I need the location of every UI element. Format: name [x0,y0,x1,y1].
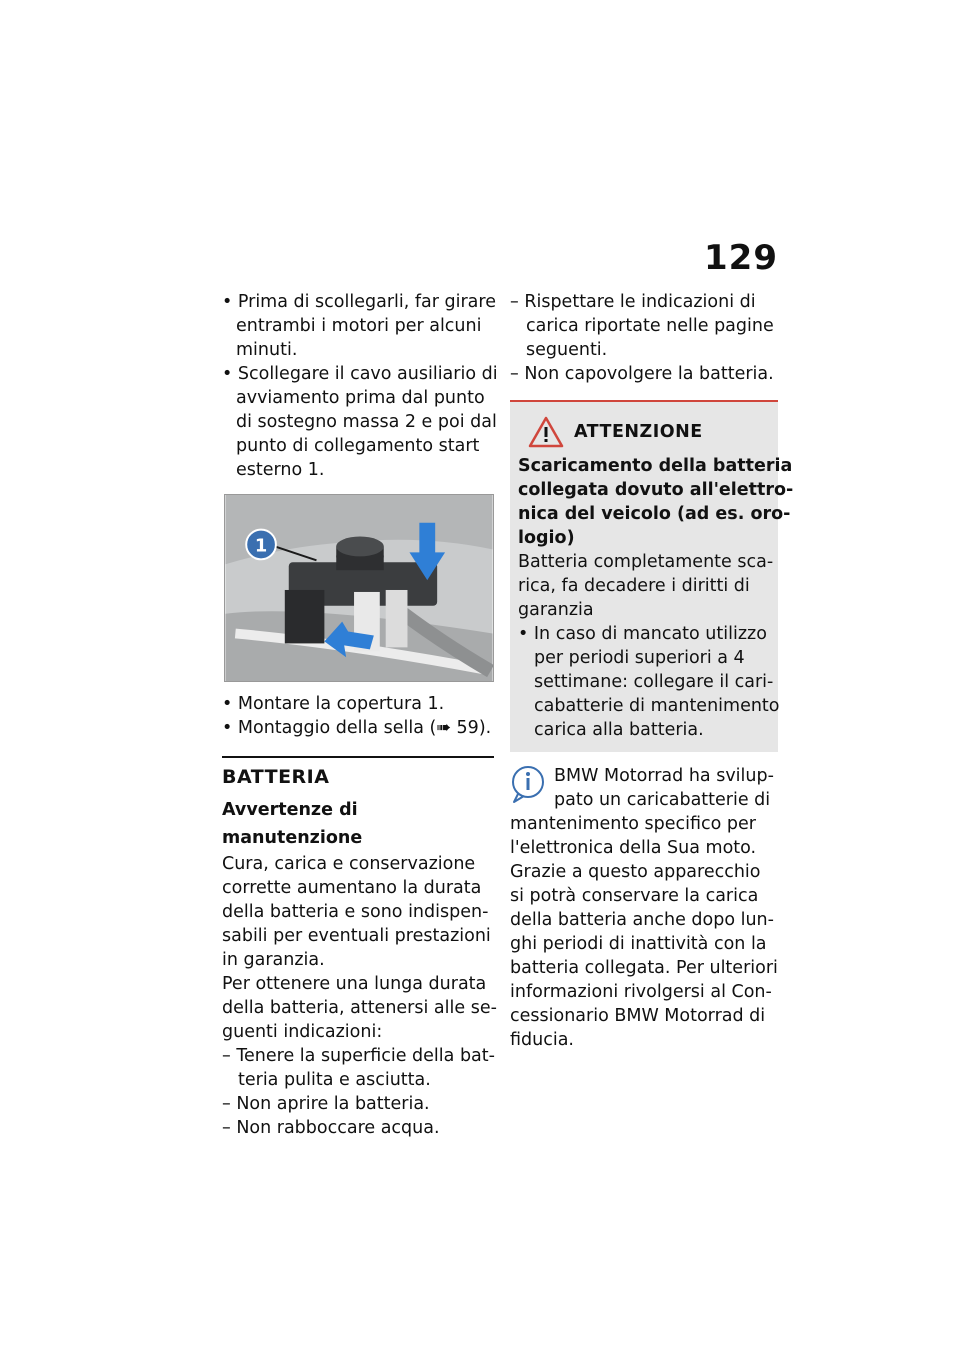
bullet-list-top [222,290,498,482]
text-line: nica del veicolo (ad es. oro- [518,504,791,524]
warning-body [518,550,774,622]
text-line: l'elettronica della Sua moto. [510,838,757,858]
list-item: punto di collegamento start [236,436,480,456]
paragraph [222,972,497,1044]
text-line: garanzia [518,600,594,620]
text-line: si potrà conservare la carica [510,886,759,906]
text-line: corrette aumentano la durata [222,878,482,898]
text-line: Cura, carica e conservazione [222,854,476,874]
list-item: • Montaggio della sella (➠ 59). [222,718,492,738]
text-line: della batteria anche dopo lun- [510,910,774,930]
list-item: – Non aprire la batteria. [222,1094,430,1114]
dash-list [510,290,778,386]
list-item: – Non capovolgere la batteria. [510,364,774,384]
list-item: – Tenere la superficie della bat- [222,1046,495,1066]
text-line: ghi periodi di inattività con la [510,934,767,954]
warning-heading [518,454,794,550]
text-line: batteria collegata. Per ulteriori [510,958,778,978]
section-title: BATTERIA [222,766,330,788]
text-line: Per ottenere una lunga durata [222,974,487,994]
text-line: sabili per eventuali prestazioni [222,926,491,946]
list-item: per periodi superiori a 4 [534,648,745,668]
list-item: carica alla batteria. [534,720,704,740]
list-item: • Prima di scollegarli, far girare [222,292,496,312]
text-line: in garanzia. [222,950,325,970]
list-item: minuti. [236,340,298,360]
list-item: • Scollegare il cavo ausiliario di [222,364,498,384]
section-divider [222,756,494,792]
subsection-title: Avvertenze di manutenzione [222,800,363,848]
warning-box [510,400,794,752]
text-line: collegata dovuto all'elettro- [518,480,794,500]
list-item: • Montare la copertura 1. [222,694,445,714]
warning-triangle-icon [528,416,564,448]
dash-list [222,1044,494,1140]
text-line: mantenimento specifico per [510,814,756,834]
warning-title: ATTENZIONE [574,422,703,442]
warning-header [518,410,770,454]
list-item: settimane: collegare il cari- [534,672,774,692]
text-line: fiducia. [510,1030,574,1050]
warning-bullet [518,622,780,742]
text-line: cessionario BMW Motorrad di [510,1006,766,1026]
list-item: avviamento prima dal punto [236,388,485,408]
text-line: guenti indicazioni: [222,1022,383,1042]
text-line: logio) [518,528,575,548]
list-item: – Non rabboccare acqua. [222,1118,440,1138]
text-line: della batteria, attenersi alle se- [222,998,497,1018]
list-item: di sostegno massa 2 e poi dal [236,412,497,432]
list-item: carica riportate nelle pagine [526,316,774,336]
text-line: informazioni rivolgersi al Con- [510,982,772,1002]
left-column [222,290,498,1140]
list-item: seguenti. [526,340,608,360]
text-line: rica, fa decadere i diritti di [518,576,750,596]
info-icon [510,764,546,804]
text-line: Grazie a questo apparecchio [510,862,761,882]
right-column [510,290,794,1052]
list-item: teria pulita e asciutta. [238,1070,431,1090]
list-item: • In caso di mancato utilizzo [518,624,767,644]
text-line: BMW Motorrad ha svilup- [554,766,774,786]
page-number: 129 [704,238,778,278]
paragraph [222,852,494,972]
text-line: della batteria e sono indispen- [222,902,489,922]
text-line: Scaricamento della batteria [518,456,793,476]
info-note [510,764,778,1052]
text-line: pato un caricabatterie di [554,790,771,810]
text-line: Batteria completamente sca- [518,552,774,572]
figure-callout-1: 1 [254,535,268,557]
list-item: cabatterie di mantenimento [534,696,780,716]
list-item: – Rispettare le indicazioni di [510,292,756,312]
list-item: esterno 1. [236,460,325,480]
battery-cover-photo [224,494,494,682]
list-item: entrambi i motori per alcuni [236,316,482,336]
